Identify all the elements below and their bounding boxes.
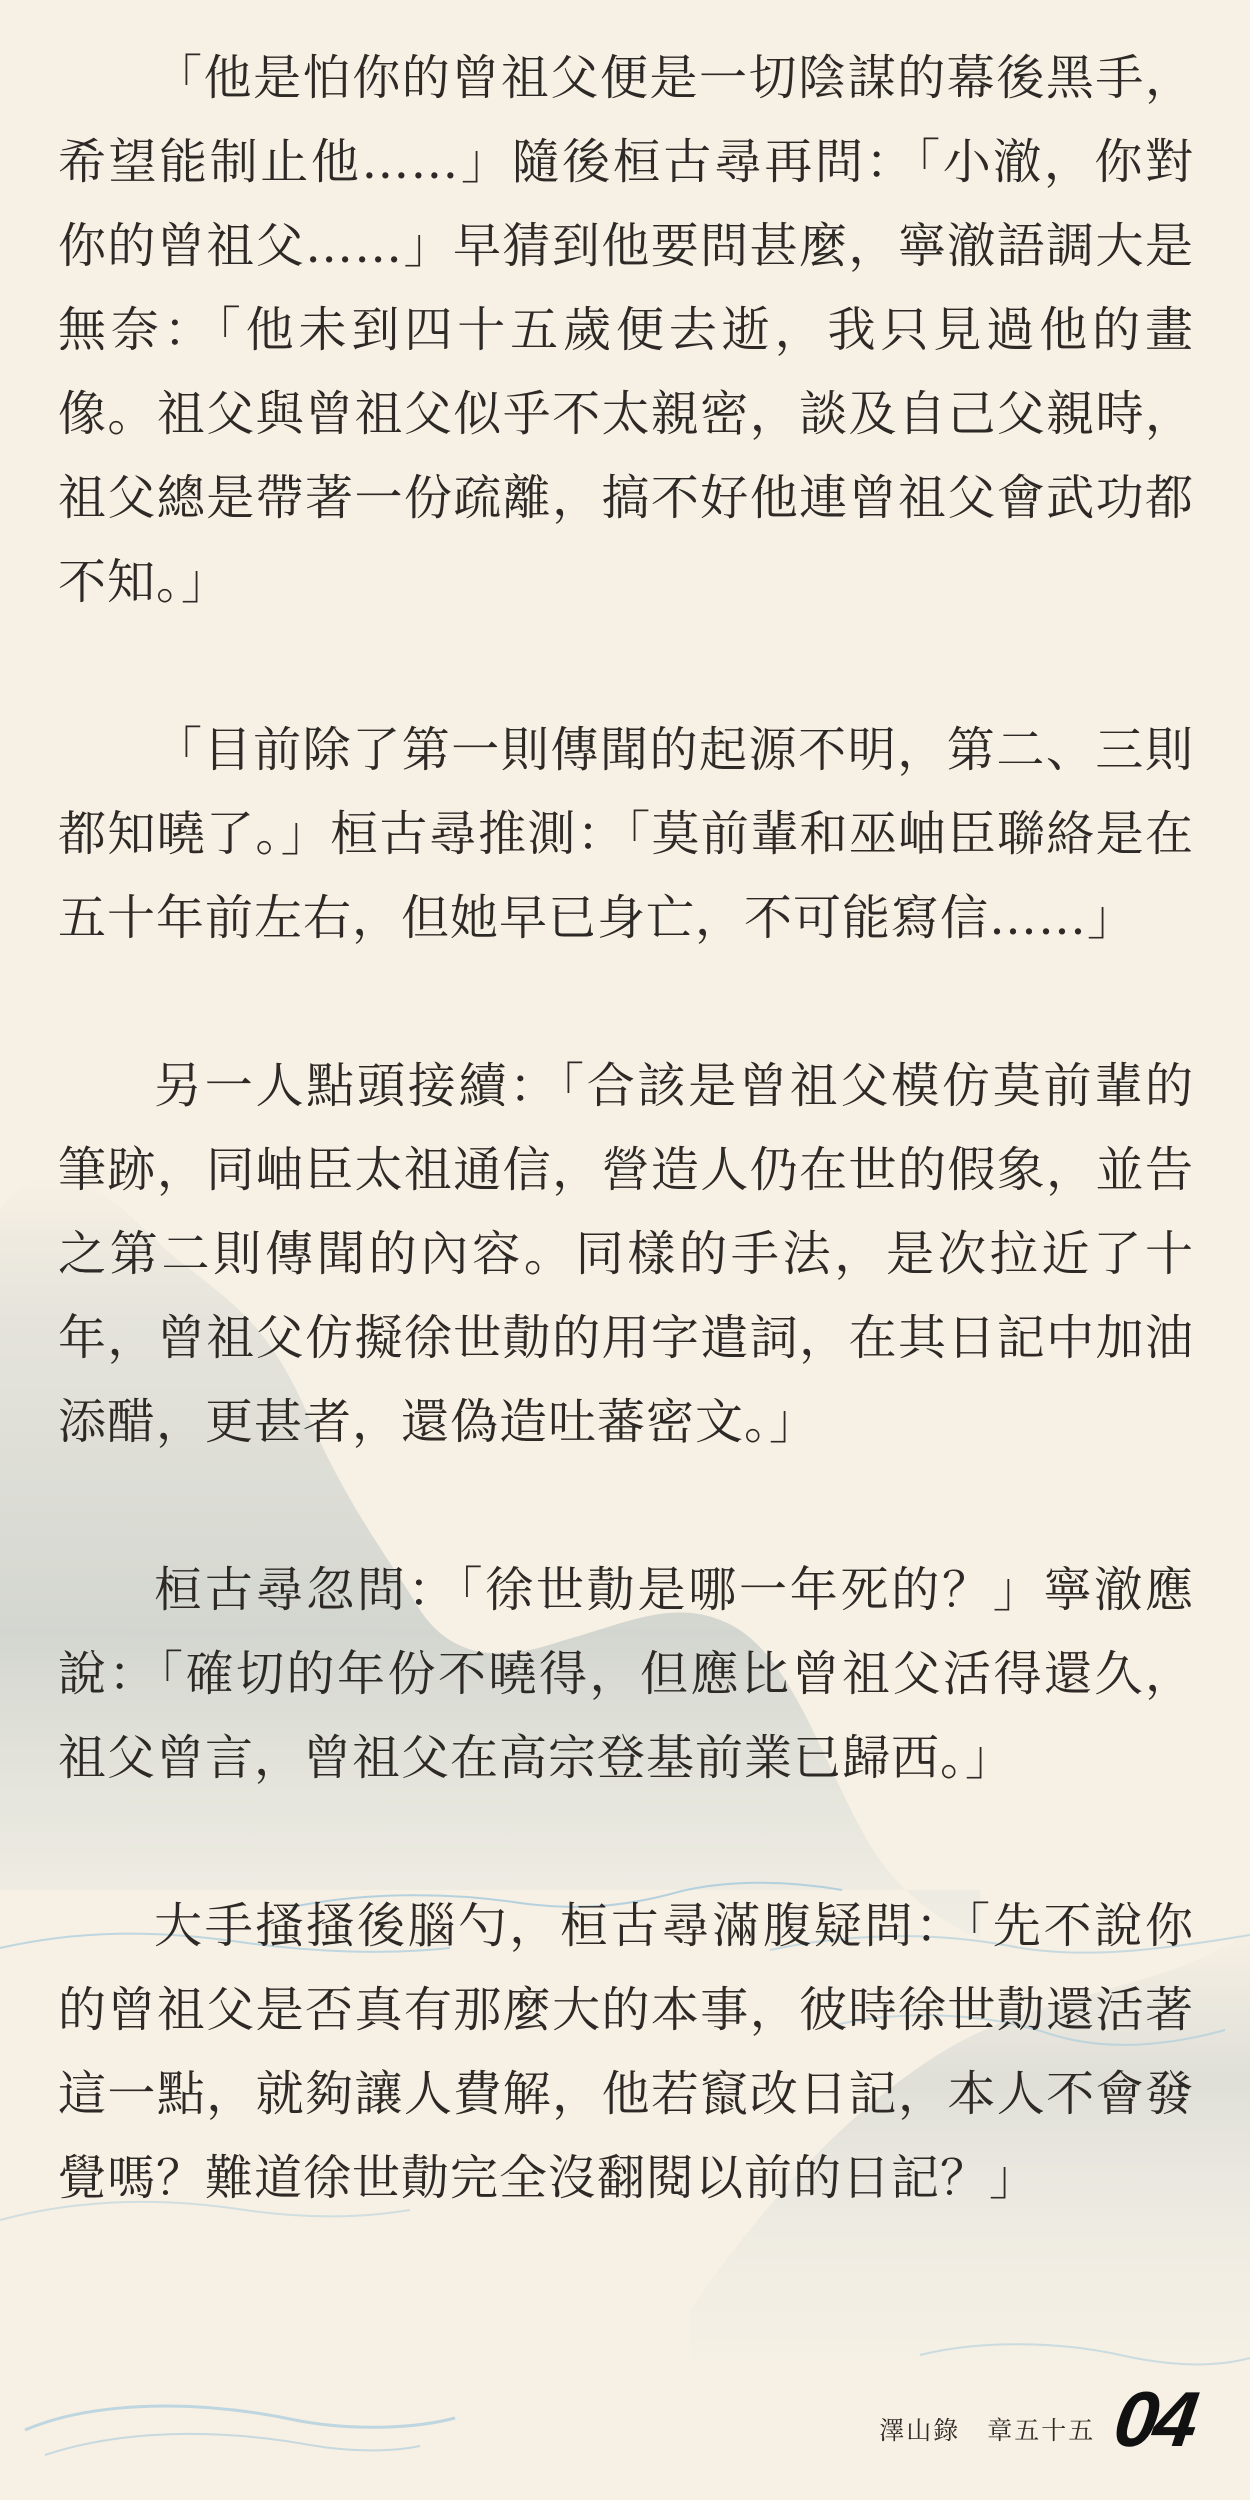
paragraph-3: 另一人點頭接續：「合該是曾祖父模仿莫前輩的筆跡，同岫臣太祖通信，營造人仍在世的假象，並告之第二則傳聞的內容。同樣的手法，是次拉近了十年，曾祖父仿擬徐世勣的用字遣詞，在其日記中加油添醋，更甚者，還偽造吐蕃密文。」 (58, 1058, 1194, 1450)
paragraph-5: 大手搔搔後腦勺，桓古尋滿腹疑問：「先不說你的曾祖父是否真有那麼大的本事，彼時徐世勣還活著這一點，就夠讓人費解，他若竄改日記，本人不會發覺嗎？難道徐世勣完全沒翻閱以前的日記？」 (58, 1898, 1194, 2206)
page-footer (879, 2375, 1201, 2463)
body-text (58, 36, 1194, 2220)
book-chapter-label: 澤山錄 章五十五 (879, 2416, 1096, 2445)
wave-line (45, 2434, 420, 2455)
paragraph-1: 「他是怕你的曾祖父便是一切陰謀的幕後黑手，希望能制止他……」隨後桓古尋再問：「小澈，你對你的曾祖父……」早猜到他要問甚麼，寧澈語調大是無奈：「他未到四十五歲便去逝，我只見過他的畫像。祖父與曾祖父似乎不太親密，談及自己父親時，祖父總是帶著一份疏離，搞不好他連曾祖父會武功都不知。」 (58, 50, 1194, 610)
paragraph-4: 桓古尋忽問：「徐世勣是哪一年死的？」寧澈應說：「確切的年份不曉得，但應比曾祖父活得還久，祖父曾言，曾祖父在高宗登基前業已歸西。」 (58, 1562, 1194, 1786)
paragraph-2: 「目前除了第一則傳聞的起源不明，第二、三則都知曉了。」桓古尋推測：「莫前輩和巫岫臣聯絡是在五十年前左右，但她早已身亡，不可能寫信……」 (58, 722, 1194, 946)
page-number: 04 (1109, 2375, 1201, 2463)
wave-line (25, 2406, 455, 2430)
